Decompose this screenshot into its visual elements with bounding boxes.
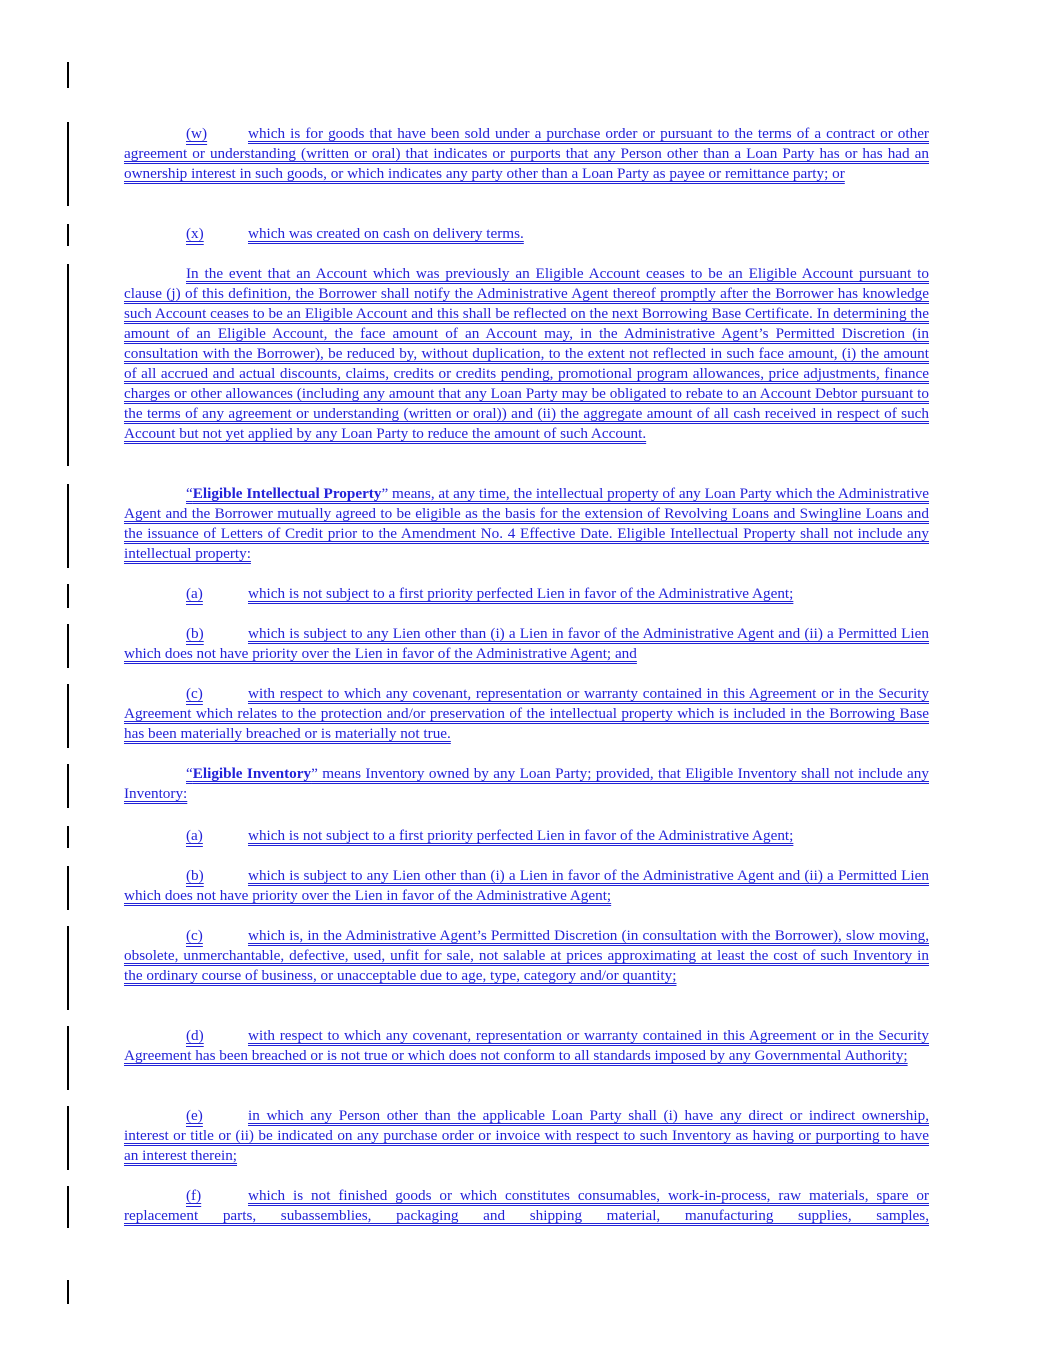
change-bar <box>67 1026 69 1090</box>
ip-clause-b <box>124 624 929 664</box>
definition-text: ” means, at any time, the intellectual property of any Loan Party which the Administrative Agent and the Borrower mutually agreed to be eligible as the basis for the extension of Revolving Loans and Swingline Loans and the issuance of Letters of Credit prior to the Amendment No. 4 Effective Date. Eligible Intellectual Property shall not include any intellectual property: <box>124 485 929 562</box>
clause-text: which was created on cash on delivery terms. <box>248 225 524 242</box>
definition-text: ” means Inventory owned by any Loan Party; provided, that Eligible Inventory shall not include any Inventory: <box>124 765 929 802</box>
clause-text: which is subject to any Lien other than (i) a Lien in favor of the Administrative Agent and (ii) a Permitted Lien which does not have priority over the Lien in favor of the Administrative Agent; and <box>124 625 929 662</box>
clause-label: (a) <box>186 585 203 602</box>
change-bar <box>67 484 69 568</box>
clause-text: which is not subject to a first priority perfected Lien in favor of the Administrative Agent; <box>248 827 794 844</box>
clause-label: (c) <box>186 927 203 944</box>
open-quote: “ <box>186 485 193 502</box>
definition-eligible-inventory <box>124 764 929 804</box>
clause-label: (f) <box>186 1187 202 1204</box>
change-bar <box>67 1280 69 1304</box>
clause-label: (e) <box>186 1107 203 1124</box>
open-quote: “ <box>186 765 193 782</box>
change-bar <box>67 684 69 748</box>
change-bar <box>67 866 69 910</box>
defined-term: Eligible Inventory <box>192 765 312 782</box>
change-bar <box>67 926 69 1010</box>
ip-clause-c <box>124 684 929 744</box>
clause-label: (b) <box>186 625 204 642</box>
clause-text: which is not subject to a first priority perfected Lien in favor of the Administrative Agent; <box>248 585 794 602</box>
change-bar <box>67 224 69 246</box>
change-bar <box>67 1186 69 1228</box>
change-bar <box>67 624 69 668</box>
clause-x <box>124 224 929 244</box>
inventory-clause-a <box>124 826 929 846</box>
inventory-clause-b <box>124 866 929 906</box>
eligible-account-paragraph <box>124 264 929 444</box>
paragraph-text: In the event that an Account which was previously an Eligible Account ceases to be an Eligible Account pursuant to clause (j) of this definition, the Borrower shall notify the Administrative Agent thereof promptly after the Borrower has knowledge such Account ceases to be an Eligible Account and this shall be reflected on the next Borrowing Base Certificate. In determining the amount of an Eligible Account, the face amount of an Account may, in the Administrative Agent’s Permitted Discretion (in consultation with the Borrower), be reduced by, without duplication, to the extent not reflected in such face amount, (i) the amount of all accrued and actual discounts, claims, credits or credits pending, promotional program allowances, price adjustments, finance charges or other allowances (including any amount that any Loan Party may be obligated to rebate to an Account Debtor pursuant to the terms of any agreement or understanding (written or oral)) and (ii) the aggregate amount of all cash received in respect of such Account but not yet applied by any Loan Party to reduce the amount of such Account. <box>124 265 929 442</box>
inventory-clause-c <box>124 926 929 986</box>
defined-term: Eligible Intellectual Property <box>192 485 382 502</box>
clause-text: which is not finished goods or which constitutes consumables, work-in-process, raw materials, spare or replacement parts, subassemblies, packaging and shipping material, manufacturing supplies, samples, <box>124 1187 929 1224</box>
inventory-clause-e <box>124 1106 929 1166</box>
clause-text: in which any Person other than the applicable Loan Party shall (i) have any direct or indirect ownership, interest or title or (ii) be indicated on any purchase order or invoice with respect to such Inventory as having or purporting to have an interest therein; <box>124 1107 929 1164</box>
clause-label: (w) <box>186 125 208 142</box>
inventory-clause-f <box>124 1186 929 1226</box>
change-bar <box>67 584 69 608</box>
clause-text: which is, in the Administrative Agent’s Permitted Discretion (in consultation with the Borrower), slow moving, obsolete, unmerchantable, defective, used, unfit for sale, not salable at prices approximating at least the cost of such Inventory in the ordinary course of business, or unacceptable due to age, type, category and/or quantity; <box>124 927 929 984</box>
clause-text: with respect to which any covenant, representation or warranty contained in this Agreement or in the Security Agreement has been breached or is not true or which does not conform to all standards imposed by any Governmental Authority; <box>124 1027 929 1064</box>
clause-text: which is subject to any Lien other than (i) a Lien in favor of the Administrative Agent and (ii) a Permitted Lien which does not have priority over the Lien in favor of the Administrative Agent; <box>124 867 929 904</box>
clause-text: with respect to which any covenant, representation or warranty contained in this Agreement or in the Security Agreement which relates to the protection and/or preservation of the intellectual property which is included in the Borrowing Base has been materially breached or is materially not true. <box>124 685 929 742</box>
change-bar <box>67 122 69 206</box>
clause-label: (b) <box>186 867 204 884</box>
clause-label: (c) <box>186 685 203 702</box>
clause-label: (x) <box>186 225 204 242</box>
ip-clause-a <box>124 584 929 604</box>
change-bar <box>67 764 69 808</box>
change-bar <box>67 826 69 848</box>
inventory-clause-d <box>124 1026 929 1066</box>
definition-eligible-ip <box>124 484 929 564</box>
change-bar <box>67 62 69 88</box>
clause-text: which is for goods that have been sold under a purchase order or pursuant to the terms of a contract or other agreement or understanding (written or oral) that indicates or purports that any Person other than a Loan Party has or has had an ownership interest in such goods, or which indicates any party other than a Loan Party as payee or remittance party; or <box>124 125 929 182</box>
clause-label: (a) <box>186 827 203 844</box>
clause-w <box>124 124 929 184</box>
change-bar <box>67 1106 69 1170</box>
clause-label: (d) <box>186 1027 204 1044</box>
change-bar <box>67 264 69 466</box>
